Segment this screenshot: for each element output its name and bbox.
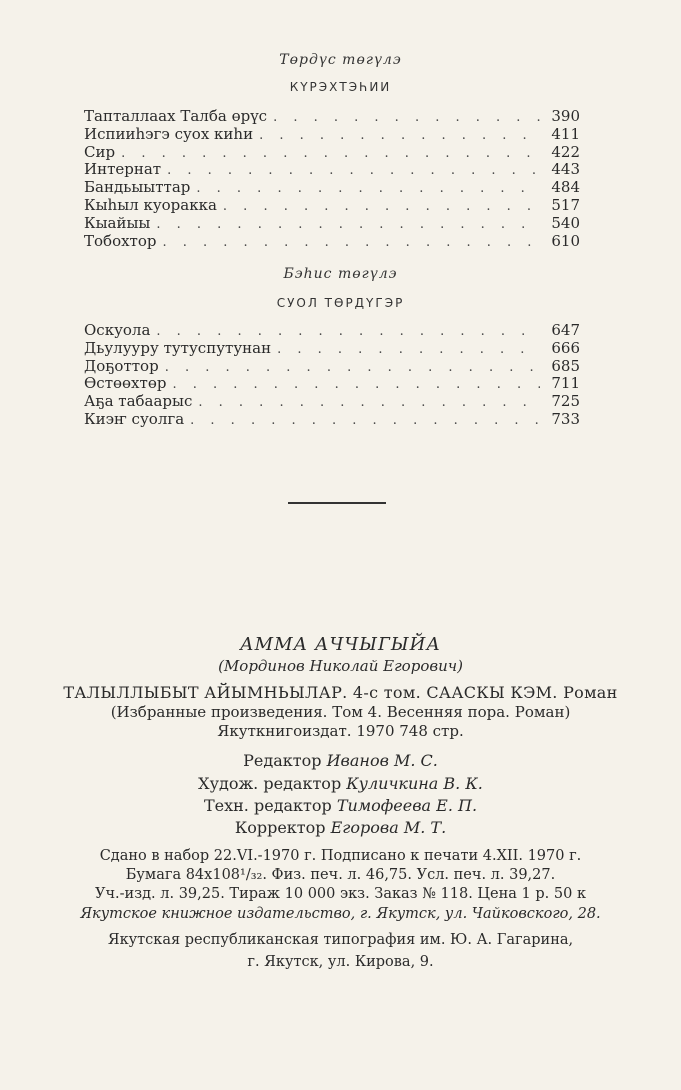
toc-entry: [84, 375, 580, 393]
credit-name: Тимофеева Е. П.: [336, 796, 478, 815]
imprint-line: Уч.-изд. л. 39,25. Тираж 10 000 экз. Заказ № 118. Цена 1 р. 50 к: [94, 886, 587, 902]
toc-leader: [196, 180, 540, 197]
colophon-book-title-ru: (Избранные произведения. Том 4. Весенняя пора. Роман): [110, 703, 571, 721]
toc-leader: [165, 359, 540, 376]
toc-entry-page: 540: [551, 214, 580, 232]
toc-entry-page: 484: [551, 179, 580, 197]
toc-leader: [121, 145, 540, 162]
toc-entry: [84, 179, 580, 197]
credit-editor: [0, 751, 681, 770]
toc-entry-page: 647: [551, 322, 580, 339]
toc-leader: [259, 127, 540, 144]
credit-proofreader: [0, 818, 681, 837]
colophon-real-name: (Мординов Николай Егорович): [218, 657, 463, 675]
printer-line: Якутская республиканская типография им. Ю. А. Гагарина,: [107, 932, 574, 948]
imprint-line: Бумага 84x108¹/₃₂. Физ. печ. л. 46,75. Усл. печ. л. 39,27.: [125, 867, 556, 883]
toc-entry-page: 685: [551, 357, 580, 375]
toc-entry-title: Тапталлаах Талба өрүс: [84, 108, 268, 125]
colophon-author: АММА АЧЧЫГЫЙА: [240, 634, 441, 655]
toc-entry: [84, 393, 580, 411]
toc-entry-title: Оскуола: [84, 322, 151, 339]
toc-leader: [167, 162, 540, 179]
toc-entry-title: Аҕа табаарыс: [84, 393, 193, 411]
toc-entry-page: 711: [551, 375, 580, 393]
toc-leader: [273, 109, 540, 126]
toc-entry-page: 666: [551, 339, 580, 357]
section-divider: [288, 502, 386, 504]
toc-entry-page: 610: [551, 232, 580, 250]
toc-part-4: [84, 108, 580, 250]
toc-entry-title: Интернат: [84, 161, 162, 179]
toc-entry-page: 390: [551, 108, 580, 125]
toc-entry-title: Тобохтор: [84, 232, 157, 250]
toc-entry-title: Өстөөхтөр: [84, 375, 167, 393]
toc-entry-page: 733: [551, 410, 580, 428]
publisher-line: Якутское книжное издательство, г. Якутск, ул. Чайковского, 28.: [80, 906, 601, 922]
toc-leader: [223, 198, 540, 215]
toc-leader: [163, 234, 541, 251]
toc-entry: [84, 197, 580, 215]
colophon-book-publication: Якуткнигоиздат. 1970 748 стр.: [217, 722, 464, 740]
credit-name: Егорова М. Т.: [330, 818, 447, 837]
toc-entry: [84, 233, 580, 251]
toc-entry: [84, 411, 580, 429]
toc-entry-title: Кыайыы: [84, 214, 151, 232]
toc-part-5: [84, 322, 580, 429]
credit-art-editor: [0, 774, 681, 793]
part-4-title: Төрдүс төгүлэ: [279, 52, 402, 68]
toc-leader: [198, 394, 540, 411]
toc-entry: [84, 215, 580, 233]
toc-entry: [84, 108, 580, 126]
credit-role: Корректор: [234, 818, 326, 837]
toc-entry-page: 411: [551, 125, 580, 143]
imprint-line: Сдано в набор 22.VI.-1970 г. Подписано к печати 4.XII. 1970 г.: [99, 848, 582, 864]
credit-tech-editor: [0, 796, 681, 815]
credit-name: Куличкина В. К.: [346, 774, 483, 793]
toc-entry: [84, 126, 580, 144]
toc-entry-title: Доҕоттор: [84, 357, 159, 375]
toc-entry-page: 725: [551, 393, 580, 411]
part-4-section-title: КҮРЭХТЭҺИИ: [289, 80, 392, 94]
toc-leader: [172, 376, 540, 393]
toc-entry-page: 517: [551, 196, 580, 214]
part-5-section-title: СУОЛ ТӨРДҮГЭР: [276, 296, 405, 310]
toc-entry-title: Испииһэгэ суох киһи: [84, 125, 254, 143]
toc-leader: [156, 323, 540, 340]
toc-leader: [190, 412, 540, 429]
toc-leader: [277, 341, 540, 358]
toc-entry: [84, 144, 580, 162]
toc-entry: [84, 161, 580, 179]
toc-entry-title: Киэҥ суолга: [84, 410, 185, 428]
toc-entry: [84, 340, 580, 358]
colophon-book-title: ТАЛЫЛЛЫБЫТ АЙЫМНЬЫЛАР. 4-с том. СААСКЫ КЭМ. Роман: [63, 683, 618, 702]
toc-entry-title: Дьулууру тутуспутунан: [84, 339, 272, 357]
toc-entry-title: Сир: [84, 143, 116, 161]
toc-leader: [156, 216, 540, 233]
toc-entry-page: 443: [551, 161, 580, 179]
toc-entry-title: Кыһыл куоракка: [84, 196, 217, 214]
credit-role: Редактор: [243, 751, 322, 770]
toc-entry: [84, 322, 580, 340]
toc-entry-title: Бандьыыттар: [84, 179, 191, 197]
printer-address: г. Якутск, ул. Кирова, 9.: [247, 954, 434, 970]
toc-entry-page: 422: [551, 143, 580, 161]
credit-role: Худож. редактор: [198, 774, 342, 793]
credit-name: Иванов М. С.: [326, 751, 438, 770]
credit-role: Техн. редактор: [203, 796, 332, 815]
toc-entry: [84, 358, 580, 376]
part-5-title: Бэһис төгүлэ: [283, 266, 398, 282]
